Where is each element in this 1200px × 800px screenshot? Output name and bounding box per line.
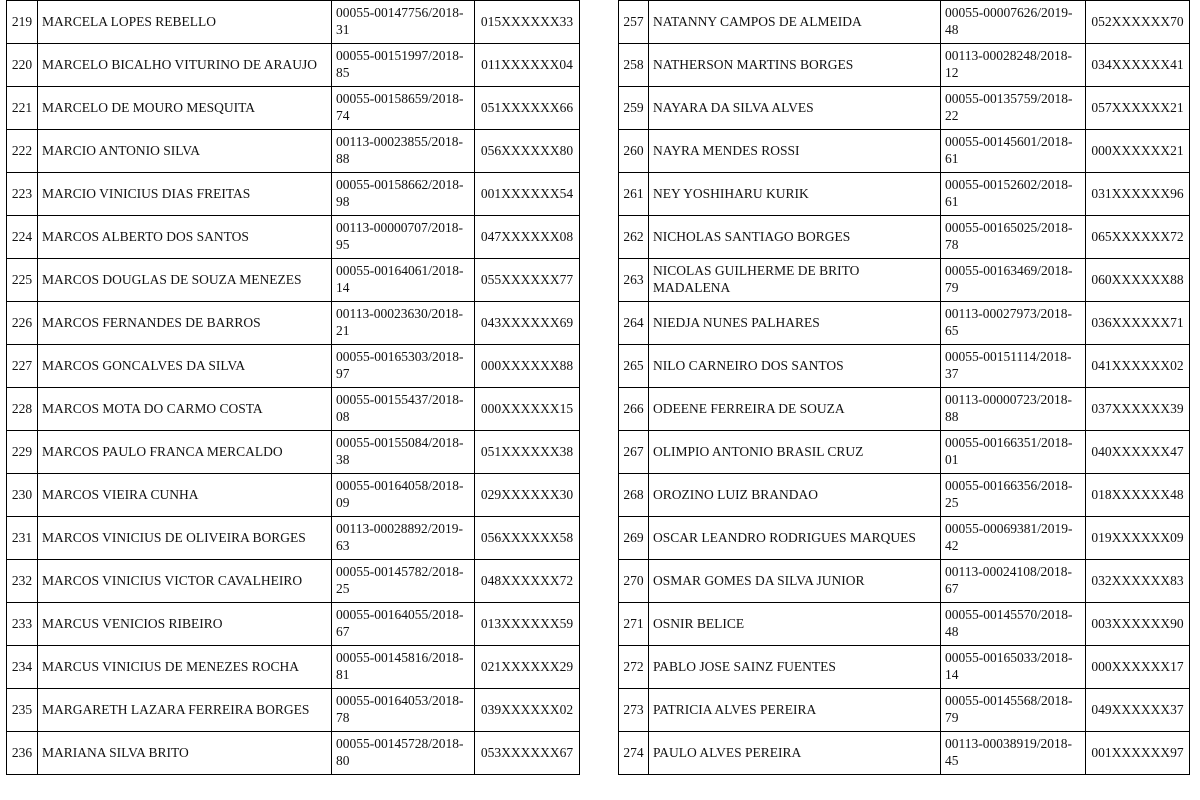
- row-number: 225: [7, 259, 38, 302]
- table-row: [619, 732, 1190, 775]
- process-number: 00113-00038919/2018-45: [941, 732, 1086, 775]
- row-number: 223: [7, 173, 38, 216]
- person-name: NICOLAS GUILHERME DE BRITO MADALENA: [649, 259, 941, 302]
- masked-id: 047XXXXXX08: [475, 216, 580, 259]
- table-row: [619, 431, 1190, 474]
- table-row: [619, 44, 1190, 87]
- person-name: MARCOS PAULO FRANCA MERCALDO: [38, 431, 332, 474]
- process-number: 00055-00165303/2018-97: [332, 345, 475, 388]
- row-number: 270: [619, 560, 649, 603]
- process-number: 00055-00152602/2018-61: [941, 173, 1086, 216]
- masked-id: 018XXXXXX48: [1086, 474, 1190, 517]
- row-number: 231: [7, 517, 38, 560]
- row-number: 266: [619, 388, 649, 431]
- masked-id: 060XXXXXX88: [1086, 259, 1190, 302]
- table-row: [7, 732, 580, 775]
- row-number: 268: [619, 474, 649, 517]
- row-number: 236: [7, 732, 38, 775]
- table-row: [619, 130, 1190, 173]
- person-name: NEY YOSHIHARU KURIK: [649, 173, 941, 216]
- person-name: MARCELA LOPES REBELLO: [38, 1, 332, 44]
- masked-id: 015XXXXXX33: [475, 1, 580, 44]
- masked-id: 021XXXXXX29: [475, 646, 580, 689]
- person-name: MARCOS DOUGLAS DE SOUZA MENEZES: [38, 259, 332, 302]
- person-name: NATANNY CAMPOS DE ALMEIDA: [649, 1, 941, 44]
- person-name: MARCUS VINICIUS DE MENEZES ROCHA: [38, 646, 332, 689]
- process-number: 00113-00000723/2018-88: [941, 388, 1086, 431]
- table-row: [619, 474, 1190, 517]
- person-name: NAYARA DA SILVA ALVES: [649, 87, 941, 130]
- row-number: 258: [619, 44, 649, 87]
- right-roster-table: [618, 0, 1190, 775]
- row-number: 259: [619, 87, 649, 130]
- process-number: 00055-00164053/2018-78: [332, 689, 475, 732]
- masked-id: 001XXXXXX97: [1086, 732, 1190, 775]
- process-number: 00055-00145568/2018-79: [941, 689, 1086, 732]
- row-number: 263: [619, 259, 649, 302]
- table-row: [7, 44, 580, 87]
- table-row: [619, 216, 1190, 259]
- row-number: 265: [619, 345, 649, 388]
- table-row: [619, 302, 1190, 345]
- process-number: 00055-00147756/2018-31: [332, 1, 475, 44]
- table-row: [619, 388, 1190, 431]
- masked-id: 039XXXXXX02: [475, 689, 580, 732]
- masked-id: 057XXXXXX21: [1086, 87, 1190, 130]
- process-number: 00113-00028248/2018-12: [941, 44, 1086, 87]
- person-name: MARCOS GONCALVES DA SILVA: [38, 345, 332, 388]
- process-number: 00055-00135759/2018-22: [941, 87, 1086, 130]
- person-name: PATRICIA ALVES PEREIRA: [649, 689, 941, 732]
- process-number: 00055-00164055/2018-67: [332, 603, 475, 646]
- row-number: 227: [7, 345, 38, 388]
- masked-id: 056XXXXXX58: [475, 517, 580, 560]
- person-name: PABLO JOSE SAINZ FUENTES: [649, 646, 941, 689]
- process-number: 00055-00164058/2018-09: [332, 474, 475, 517]
- table-row: [619, 603, 1190, 646]
- person-name: NIEDJA NUNES PALHARES: [649, 302, 941, 345]
- table-row: [619, 259, 1190, 302]
- process-number: 00055-00165033/2018-14: [941, 646, 1086, 689]
- process-number: 00055-00145601/2018-61: [941, 130, 1086, 173]
- table-row: [7, 388, 580, 431]
- row-number: 226: [7, 302, 38, 345]
- table-row: [7, 345, 580, 388]
- person-name: MARIANA SILVA BRITO: [38, 732, 332, 775]
- table-row: [619, 345, 1190, 388]
- person-name: OROZINO LUIZ BRANDAO: [649, 474, 941, 517]
- masked-id: 041XXXXXX02: [1086, 345, 1190, 388]
- masked-id: 051XXXXXX38: [475, 431, 580, 474]
- process-number: 00055-00155084/2018-38: [332, 431, 475, 474]
- masked-id: 000XXXXXX21: [1086, 130, 1190, 173]
- process-number: 00055-00163469/2018-79: [941, 259, 1086, 302]
- masked-id: 037XXXXXX39: [1086, 388, 1190, 431]
- masked-id: 031XXXXXX96: [1086, 173, 1190, 216]
- row-number: 222: [7, 130, 38, 173]
- person-name: MARCOS ALBERTO DOS SANTOS: [38, 216, 332, 259]
- row-number: 234: [7, 646, 38, 689]
- masked-id: 011XXXXXX04: [475, 44, 580, 87]
- person-name: OSCAR LEANDRO RODRIGUES MARQUES: [649, 517, 941, 560]
- process-number: 00055-00158662/2018-98: [332, 173, 475, 216]
- person-name: MARCIO VINICIUS DIAS FREITAS: [38, 173, 332, 216]
- process-number: 00055-00165025/2018-78: [941, 216, 1086, 259]
- table-row: [7, 216, 580, 259]
- process-number: 00055-00145782/2018-25: [332, 560, 475, 603]
- masked-id: 013XXXXXX59: [475, 603, 580, 646]
- table-row: [619, 689, 1190, 732]
- masked-id: 000XXXXXX15: [475, 388, 580, 431]
- masked-id: 043XXXXXX69: [475, 302, 580, 345]
- person-name: NAYRA MENDES ROSSI: [649, 130, 941, 173]
- person-name: NICHOLAS SANTIAGO BORGES: [649, 216, 941, 259]
- row-number: 262: [619, 216, 649, 259]
- row-number: 257: [619, 1, 649, 44]
- table-row: [7, 87, 580, 130]
- row-number: 232: [7, 560, 38, 603]
- table-row: [7, 603, 580, 646]
- person-name: MARCOS VINICIUS DE OLIVEIRA BORGES: [38, 517, 332, 560]
- masked-id: 051XXXXXX66: [475, 87, 580, 130]
- person-name: MARCOS VINICIUS VICTOR CAVALHEIRO: [38, 560, 332, 603]
- masked-id: 029XXXXXX30: [475, 474, 580, 517]
- table-row: [7, 130, 580, 173]
- row-number: 261: [619, 173, 649, 216]
- process-number: 00113-00027973/2018-65: [941, 302, 1086, 345]
- row-number: 228: [7, 388, 38, 431]
- table-row: [619, 646, 1190, 689]
- person-name: MARCOS FERNANDES DE BARROS: [38, 302, 332, 345]
- process-number: 00055-00166356/2018-25: [941, 474, 1086, 517]
- person-name: MARCELO DE MOURO MESQUITA: [38, 87, 332, 130]
- table-row: [7, 1, 580, 44]
- person-name: NILO CARNEIRO DOS SANTOS: [649, 345, 941, 388]
- process-number: 00055-00166351/2018-01: [941, 431, 1086, 474]
- masked-id: 001XXXXXX54: [475, 173, 580, 216]
- table-row: [7, 474, 580, 517]
- process-number: 00055-00158659/2018-74: [332, 87, 475, 130]
- masked-id: 055XXXXXX77: [475, 259, 580, 302]
- process-number: 00113-00023855/2018-88: [332, 130, 475, 173]
- masked-id: 036XXXXXX71: [1086, 302, 1190, 345]
- person-name: MARCELO BICALHO VITURINO DE ARAUJO: [38, 44, 332, 87]
- table-row: [619, 560, 1190, 603]
- masked-id: 053XXXXXX67: [475, 732, 580, 775]
- process-number: 00055-00155437/2018-08: [332, 388, 475, 431]
- process-number: 00113-00024108/2018-67: [941, 560, 1086, 603]
- row-number: 272: [619, 646, 649, 689]
- person-name: ODEENE FERREIRA DE SOUZA: [649, 388, 941, 431]
- masked-id: 000XXXXXX88: [475, 345, 580, 388]
- table-row: [7, 431, 580, 474]
- table-row: [7, 259, 580, 302]
- row-number: 235: [7, 689, 38, 732]
- masked-id: 049XXXXXX37: [1086, 689, 1190, 732]
- process-number: 00055-00145728/2018-80: [332, 732, 475, 775]
- person-name: MARCOS MOTA DO CARMO COSTA: [38, 388, 332, 431]
- process-number: 00055-00007626/2019-48: [941, 1, 1086, 44]
- table-row: [7, 646, 580, 689]
- table-row: [619, 1, 1190, 44]
- masked-id: 032XXXXXX83: [1086, 560, 1190, 603]
- masked-id: 056XXXXXX80: [475, 130, 580, 173]
- process-number: 00113-00028892/2019-63: [332, 517, 475, 560]
- table-row: [7, 517, 580, 560]
- person-name: MARCUS VENICIOS RIBEIRO: [38, 603, 332, 646]
- row-number: 267: [619, 431, 649, 474]
- process-number: 00055-00151114/2018-37: [941, 345, 1086, 388]
- row-number: 260: [619, 130, 649, 173]
- masked-id: 048XXXXXX72: [475, 560, 580, 603]
- person-name: MARGARETH LAZARA FERREIRA BORGES: [38, 689, 332, 732]
- process-number: 00055-00145816/2018-81: [332, 646, 475, 689]
- table-row: [7, 689, 580, 732]
- table-row: [7, 560, 580, 603]
- process-number: 00055-00145570/2018-48: [941, 603, 1086, 646]
- table-row: [7, 302, 580, 345]
- process-number: 00055-00164061/2018-14: [332, 259, 475, 302]
- masked-id: 000XXXXXX17: [1086, 646, 1190, 689]
- row-number: 221: [7, 87, 38, 130]
- process-number: 00055-00151997/2018-85: [332, 44, 475, 87]
- table-row: [619, 517, 1190, 560]
- row-number: 229: [7, 431, 38, 474]
- process-number: 00055-00069381/2019-42: [941, 517, 1086, 560]
- row-number: 230: [7, 474, 38, 517]
- masked-id: 040XXXXXX47: [1086, 431, 1190, 474]
- row-number: 273: [619, 689, 649, 732]
- row-number: 233: [7, 603, 38, 646]
- row-number: 219: [7, 1, 38, 44]
- row-number: 264: [619, 302, 649, 345]
- row-number: 271: [619, 603, 649, 646]
- person-name: MARCOS VIEIRA CUNHA: [38, 474, 332, 517]
- person-name: OLIMPIO ANTONIO BRASIL CRUZ: [649, 431, 941, 474]
- masked-id: 003XXXXXX90: [1086, 603, 1190, 646]
- row-number: 220: [7, 44, 38, 87]
- masked-id: 019XXXXXX09: [1086, 517, 1190, 560]
- person-name: MARCIO ANTONIO SILVA: [38, 130, 332, 173]
- person-name: PAULO ALVES PEREIRA: [649, 732, 941, 775]
- left-roster-table: [6, 0, 580, 775]
- person-name: OSMAR GOMES DA SILVA JUNIOR: [649, 560, 941, 603]
- masked-id: 065XXXXXX72: [1086, 216, 1190, 259]
- person-name: NATHERSON MARTINS BORGES: [649, 44, 941, 87]
- table-row: [619, 173, 1190, 216]
- process-number: 00113-00000707/2018-95: [332, 216, 475, 259]
- masked-id: 052XXXXXX70: [1086, 1, 1190, 44]
- row-number: 274: [619, 732, 649, 775]
- person-name: OSNIR BELICE: [649, 603, 941, 646]
- row-number: 269: [619, 517, 649, 560]
- process-number: 00113-00023630/2018-21: [332, 302, 475, 345]
- table-row: [7, 173, 580, 216]
- table-row: [619, 87, 1190, 130]
- row-number: 224: [7, 216, 38, 259]
- masked-id: 034XXXXXX41: [1086, 44, 1190, 87]
